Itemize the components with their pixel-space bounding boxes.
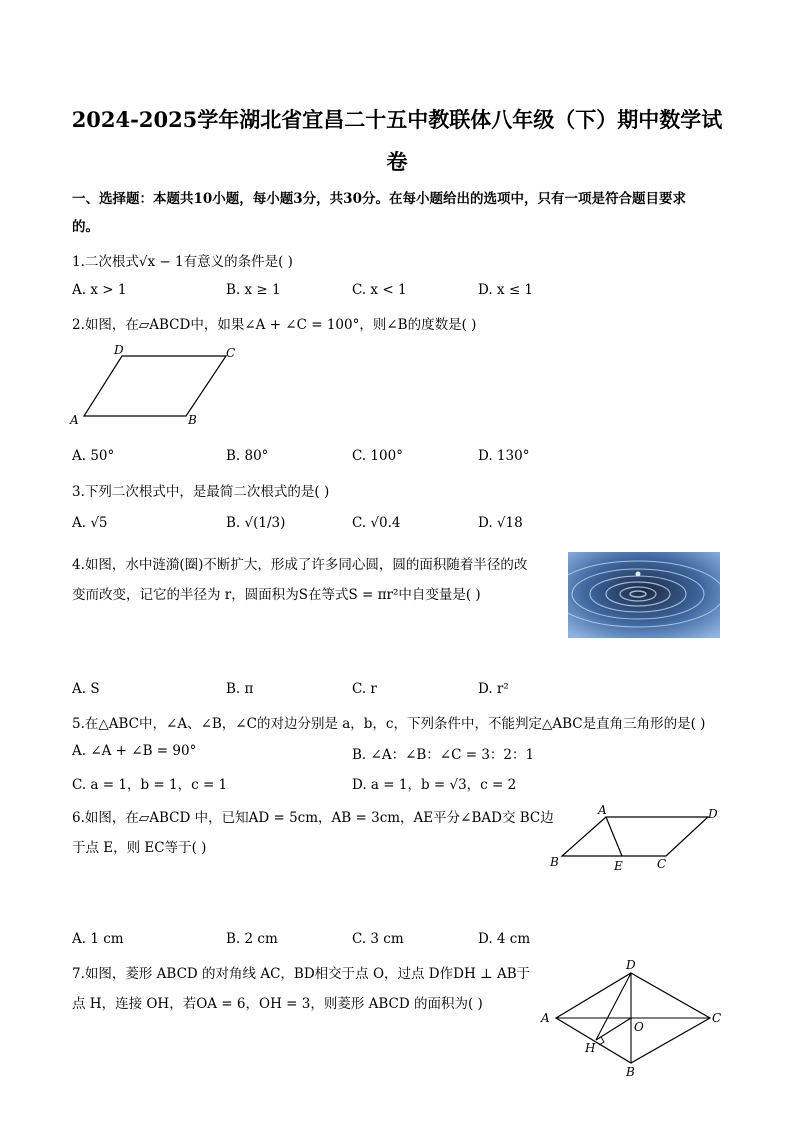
q1-option-b: B. x ≥ 1	[226, 282, 281, 298]
section-heading-line1: 一、选择题：本题共10小题，每小题3分，共30分。在每小题给出的选项中，只有一项是符合题目要求	[72, 191, 686, 207]
q5-stem: 5.在△ABC中，∠A、∠B，∠C的对边分别是 a，b，c，下列条件中，不能判定△ABC是直角三角形的是( )	[72, 716, 706, 732]
q2-stem: 2.如图，在▱ABCD中，如果∠A + ∠C = 100°，则∠B的度数是( )	[72, 317, 477, 333]
q2-option-d: D. 130°	[478, 448, 530, 464]
q4-option-a: A. S	[72, 681, 100, 697]
q6-option-d: D. 4 cm	[478, 931, 531, 947]
q2-option-b: B. 80°	[226, 448, 269, 464]
q5-option-b: B. ∠A：∠B：∠C = 3：2：1	[352, 747, 535, 763]
q3-stem: 3.下列二次根式中，是最简二次根式的是( )	[72, 484, 330, 500]
q7-label-o: O	[634, 1020, 644, 1034]
q6-label-a: A	[598, 803, 607, 817]
q6-parallelogram-figure	[544, 800, 724, 876]
q6-option-a: A. 1 cm	[72, 931, 124, 947]
q6-label-b: B	[550, 855, 559, 869]
q4-option-b: B. π	[226, 681, 254, 697]
q6-option-b: B. 2 cm	[226, 931, 278, 947]
q6-label-e: E	[614, 859, 623, 873]
q7-label-d: D	[626, 958, 636, 972]
q2-parallelogram-figure	[66, 340, 246, 432]
q7-rhombus-figure	[538, 955, 728, 1080]
q6-option-c: C. 3 cm	[352, 931, 404, 947]
q2-label-d: D	[114, 343, 124, 357]
q2-label-a: A	[70, 413, 79, 427]
q7-stem-line2: 点 H，连接 OH，若OA = 6，OH = 3，则菱形 ABCD 的面积为( )	[72, 996, 483, 1012]
q6-label-c: C	[657, 857, 667, 871]
q1-option-d: D. x ≤ 1	[478, 282, 534, 298]
q4-option-d: D. r²	[478, 681, 509, 697]
q6-stem-line1: 6.如图，在▱ABCD 中，已知AD = 5cm，AB = 3cm，AE平分∠BAD交 BC边	[72, 810, 554, 826]
q3-option-b: B. √(1/3)	[226, 515, 286, 531]
q5-option-d: D. a = 1，b = √3，c = 2	[352, 777, 517, 793]
q6-label-d: D	[708, 807, 718, 821]
q2-label-b: B	[188, 413, 197, 427]
q7-label-c: C	[712, 1011, 722, 1025]
page-title-line2: 卷	[386, 149, 408, 174]
q5-option-a: A. ∠A + ∠B = 90°	[72, 743, 197, 759]
section-heading-line2: 的。	[72, 219, 99, 235]
q4-stem-line2: 变而改变，记它的半径为 r，圆面积为S在等式S = πr²中自变量是( )	[72, 587, 481, 603]
q3-option-a: A. √5	[72, 515, 108, 531]
q1-stem: 1.二次根式√x − 1有意义的条件是( )	[72, 254, 293, 270]
q5-option-c: C. a = 1，b = 1，c = 1	[72, 777, 228, 793]
q3-option-c: C. √0.4	[352, 515, 401, 531]
q2-option-a: A. 50°	[72, 448, 115, 464]
q7-stem-line1: 7.如图，菱形 ABCD 的对角线 AC，BD相交于点 O，过点 D作DH ⊥ AB于	[72, 966, 531, 982]
q7-label-h: H	[585, 1041, 596, 1055]
q4-option-c: C. r	[352, 681, 377, 697]
q1-option-c: C. x < 1	[352, 282, 407, 298]
q4-ripple-photo	[568, 552, 720, 638]
q2-label-c: C	[226, 346, 236, 360]
q6-stem-line2: 于点 E，则 EC等于( )	[72, 840, 207, 856]
q4-stem-line1: 4.如图，水中涟漪(圈)不断扩大，形成了许多同心圆，圆的面积随着半径的改	[72, 557, 528, 573]
q2-option-c: C. 100°	[352, 448, 403, 464]
q1-option-a: A. x > 1	[72, 282, 127, 298]
q7-label-b: B	[626, 1065, 635, 1079]
page-title-line1: 2024-2025学年湖北省宜昌二十五中教联体八年级（下）期中数学试	[71, 107, 723, 132]
q3-option-d: D. √18	[478, 515, 523, 531]
q7-label-a: A	[541, 1011, 550, 1025]
